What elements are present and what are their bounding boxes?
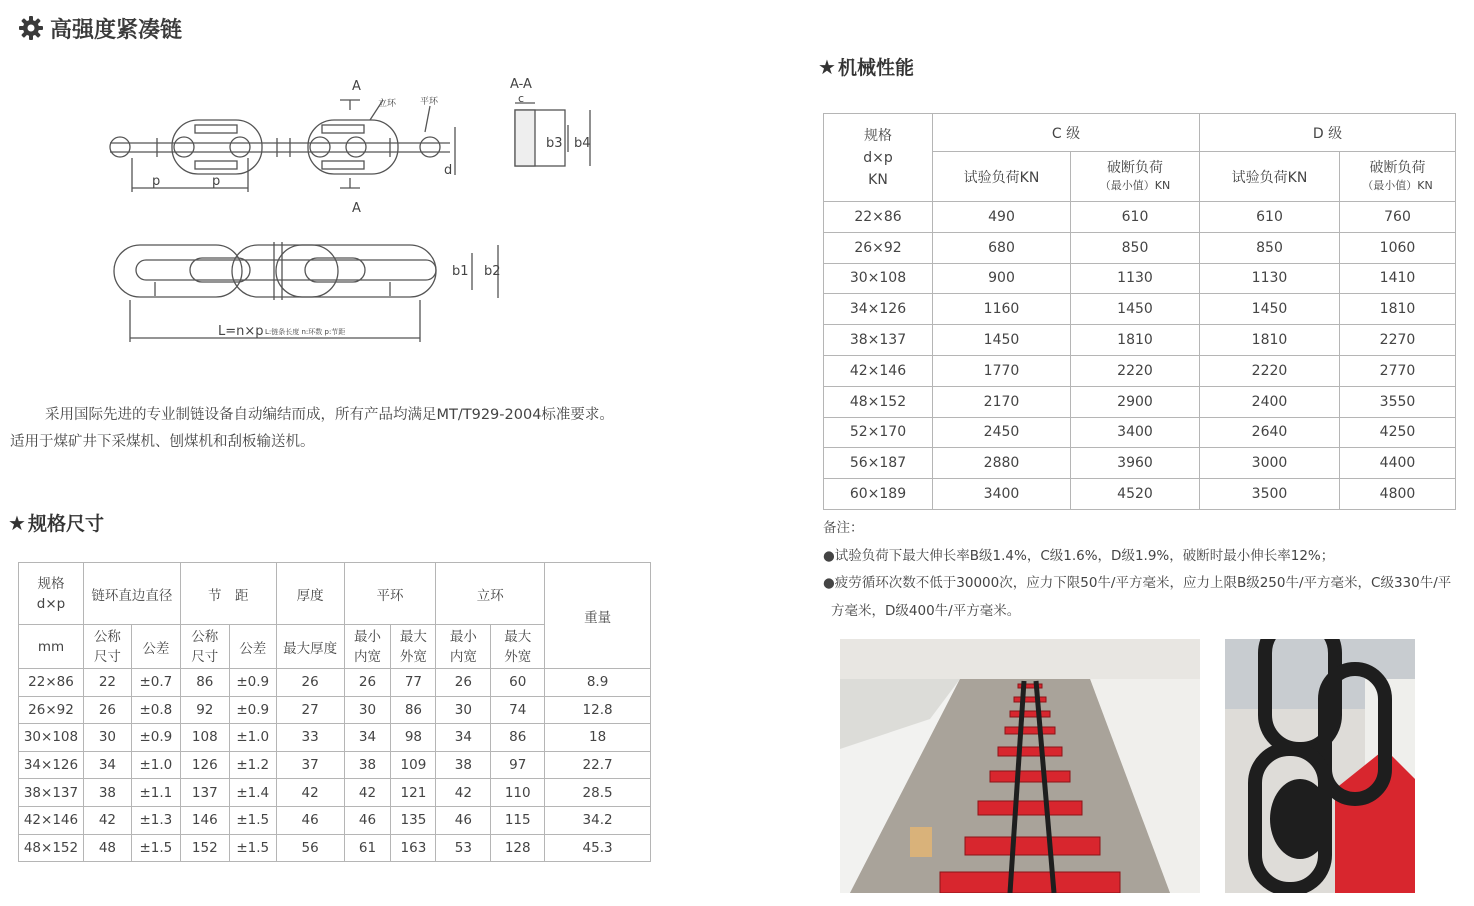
- drawing-label-c: c: [518, 92, 525, 105]
- spec-table-cell: 26: [344, 669, 391, 697]
- mech-table-cell: 1130: [1071, 263, 1200, 294]
- mech-table-cell: 2450: [933, 417, 1071, 448]
- drawing-label-b2: b2: [484, 264, 501, 279]
- spec-table-cell: 30: [83, 724, 131, 752]
- mech-table-cell: 1810: [1071, 325, 1200, 356]
- spec-table-row: [19, 724, 651, 752]
- spec-header-flat-link: 平环: [344, 563, 436, 625]
- spec-table-cell: ±0.9: [131, 724, 180, 752]
- spec-table-cell: 30: [436, 696, 491, 724]
- mech-table-cell: 850: [1071, 232, 1200, 263]
- mech-table-cell: 3550: [1340, 386, 1456, 417]
- mech-header-test-load: 试验负荷KN: [1200, 152, 1340, 202]
- chain-closeup-photo: [1225, 639, 1415, 893]
- star-icon: ★: [8, 510, 26, 535]
- spec-table-cell: 38: [83, 779, 131, 807]
- mech-table-cell: 3400: [933, 479, 1071, 510]
- spec-table-cell: 53: [436, 834, 491, 862]
- spec-table-cell: 38×137: [19, 779, 84, 807]
- spec-table-cell: 46: [436, 806, 491, 834]
- spec-table-cell: ±1.0: [229, 724, 276, 752]
- mech-table-cell: 1770: [933, 355, 1071, 386]
- mech-table-row: [824, 325, 1456, 356]
- mech-table-cell: 2170: [933, 386, 1071, 417]
- mech-header-grade-c: C 级: [933, 114, 1200, 152]
- spec-table-cell: 60: [491, 669, 545, 697]
- mech-table-cell: 48×152: [824, 386, 933, 417]
- mech-table-cell: 52×170: [824, 417, 933, 448]
- mech-table-row: [824, 294, 1456, 325]
- spec-table-cell: 77: [391, 669, 436, 697]
- spec-table-cell: 48: [83, 834, 131, 862]
- mech-table-cell: 3500: [1200, 479, 1340, 510]
- mech-table-cell: 2900: [1071, 386, 1200, 417]
- spec-table-cell: 22: [83, 669, 131, 697]
- spec-section-title: [8, 509, 104, 536]
- drawing-label-a-top: A: [352, 79, 361, 94]
- mech-table-row: [824, 263, 1456, 294]
- mech-table-cell: 1130: [1200, 263, 1340, 294]
- spec-header-thickness: 厚度: [276, 563, 344, 625]
- mech-table-cell: 3400: [1071, 417, 1200, 448]
- mech-table-cell: 34×126: [824, 294, 933, 325]
- spec-table-cell: 98: [391, 724, 436, 752]
- spec-table-cell: 121: [391, 779, 436, 807]
- mech-table-cell: 680: [933, 232, 1071, 263]
- mech-table-cell: 610: [1200, 202, 1340, 233]
- spec-table-cell: 26: [436, 669, 491, 697]
- spec-table-cell: 135: [391, 806, 436, 834]
- spec-table-cell: 74: [491, 696, 545, 724]
- mech-header-grade-d: D 级: [1200, 114, 1456, 152]
- mech-section-title: [818, 53, 914, 80]
- notes: [823, 515, 1463, 625]
- spec-header-min-inner: 最小 内宽: [436, 625, 491, 669]
- spec-header-max-outer: 最大 外宽: [491, 625, 545, 669]
- mech-table-row: [824, 232, 1456, 263]
- spec-table-cell: 26: [83, 696, 131, 724]
- mech-table-cell: 26×92: [824, 232, 933, 263]
- spec-header-nominal: 公称 尺寸: [83, 625, 131, 669]
- spec-table-cell: 33: [276, 724, 344, 752]
- spec-table-cell: 115: [491, 806, 545, 834]
- spec-table-cell: 34.2: [545, 806, 651, 834]
- spec-table-cell: 45.3: [545, 834, 651, 862]
- spec-table-cell: 34: [83, 751, 131, 779]
- mech-table-cell: 1450: [1200, 294, 1340, 325]
- spec-table-cell: 34: [436, 724, 491, 752]
- spec-table-cell: 46: [276, 806, 344, 834]
- mech-table-cell: 2270: [1340, 325, 1456, 356]
- mech-table-row: [824, 355, 1456, 386]
- spec-table-cell: 137: [180, 779, 229, 807]
- mech-table-cell: 1060: [1340, 232, 1456, 263]
- mech-table-cell: 900: [933, 263, 1071, 294]
- spec-header-mm: mm: [19, 625, 84, 669]
- spec-header-max-thickness: 最大厚度: [276, 625, 344, 669]
- mech-table-cell: 4250: [1340, 417, 1456, 448]
- spec-table: [18, 562, 651, 862]
- note-fatigue-cont: 方毫米，D级400牛/平方毫米。: [831, 602, 1021, 619]
- spec-table-cell: 86: [391, 696, 436, 724]
- spec-table-cell: 163: [391, 834, 436, 862]
- spec-table-cell: 28.5: [545, 779, 651, 807]
- mech-table-cell: 4520: [1071, 479, 1200, 510]
- spec-header-cell: 规格 d×p: [19, 563, 84, 625]
- spec-table-cell: 109: [391, 751, 436, 779]
- spec-table-cell: 42: [276, 779, 344, 807]
- spec-table-row: [19, 696, 651, 724]
- spec-table-row: [19, 806, 651, 834]
- spec-table-cell: ±1.5: [229, 834, 276, 862]
- mech-table-cell: 4400: [1340, 448, 1456, 479]
- spec-table-cell: 18: [545, 724, 651, 752]
- mech-table-cell: 2770: [1340, 355, 1456, 386]
- mech-header-test-load: 试验负荷KN: [933, 152, 1071, 202]
- spec-table-cell: ±0.9: [229, 696, 276, 724]
- mech-header-break-load: 破断负荷 （最小值）KN: [1340, 152, 1456, 202]
- spec-table-cell: ±1.5: [131, 834, 180, 862]
- mech-table-cell: 42×146: [824, 355, 933, 386]
- page-title-text: 高强度紧凑链: [50, 17, 183, 43]
- description-line-1: 采用国际先进的专业制链设备自动编结而成，所有产品均满足MT/T929-2004标准要求。: [45, 407, 614, 423]
- spec-table-cell: ±0.9: [229, 669, 276, 697]
- mech-table-cell: 2220: [1071, 355, 1200, 386]
- product-description: [10, 402, 710, 456]
- chain-technical-drawing: [100, 70, 620, 360]
- drawing-label-length: L=n×p: [218, 324, 264, 339]
- drawing-label-aa: A-A: [510, 77, 532, 92]
- conveyor-chain-photo: [840, 639, 1200, 893]
- spec-table-row: [19, 834, 651, 862]
- spec-table-cell: 30×108: [19, 724, 84, 752]
- mech-table-row: [824, 386, 1456, 417]
- spec-table-cell: ±0.7: [131, 669, 180, 697]
- spec-table-cell: 146: [180, 806, 229, 834]
- spec-table-row: [19, 669, 651, 697]
- mech-table-cell: 30×108: [824, 263, 933, 294]
- spec-table-cell: ±1.0: [131, 751, 180, 779]
- spec-table-cell: 86: [491, 724, 545, 752]
- mech-table-row: [824, 479, 1456, 510]
- spec-table-cell: ±1.5: [229, 806, 276, 834]
- mech-table-cell: 760: [1340, 202, 1456, 233]
- mech-header-spec: 规格 d×p KN: [824, 114, 933, 202]
- spec-table-cell: 46: [344, 806, 391, 834]
- spec-table-cell: 42: [83, 806, 131, 834]
- drawing-label-b1: b1: [452, 264, 469, 279]
- spec-table-cell: 152: [180, 834, 229, 862]
- mech-table-row: [824, 202, 1456, 233]
- spec-table-row: [19, 751, 651, 779]
- drawing-label-b4: b4: [574, 136, 591, 151]
- drawing-label-a-bottom: A: [352, 201, 361, 216]
- drawing-label-p2: p: [212, 174, 221, 189]
- spec-header-tolerance: 公差: [229, 625, 276, 669]
- spec-table-cell: ±1.4: [229, 779, 276, 807]
- spec-table-cell: 48×152: [19, 834, 84, 862]
- spec-table-cell: 42: [436, 779, 491, 807]
- spec-table-cell: 61: [344, 834, 391, 862]
- drawing-label-p1: p: [152, 174, 161, 189]
- spec-section-title-text: 规格尺寸: [27, 513, 104, 535]
- mech-table-cell: 1810: [1340, 294, 1456, 325]
- mech-section-title-text: 机械性能: [837, 57, 914, 79]
- spec-table-cell: 110: [491, 779, 545, 807]
- spec-header-max-outer: 最大 外宽: [391, 625, 436, 669]
- spec-header-min-inner: 最小 内宽: [344, 625, 391, 669]
- note-elongation: ●试验负荷下最大伸长率B级1.4%，C级1.6%，D级1.9%，破断时最小伸长率12%；: [823, 547, 1335, 564]
- mech-table-cell: 1450: [1071, 294, 1200, 325]
- star-icon: ★: [818, 54, 836, 79]
- spec-table-cell: 128: [491, 834, 545, 862]
- spec-table-row: [19, 779, 651, 807]
- mech-table-cell: 2880: [933, 448, 1071, 479]
- mech-table-cell: 490: [933, 202, 1071, 233]
- spec-header-nominal: 公称 尺寸: [180, 625, 229, 669]
- spec-table-cell: ±0.8: [131, 696, 180, 724]
- mech-table-cell: 850: [1200, 232, 1340, 263]
- mech-table-cell: 2400: [1200, 386, 1340, 417]
- spec-table-cell: 12.8: [545, 696, 651, 724]
- spec-table-cell: ±1.3: [131, 806, 180, 834]
- mech-table-cell: 1410: [1340, 263, 1456, 294]
- spec-table-cell: ±1.1: [131, 779, 180, 807]
- mech-table-cell: 60×189: [824, 479, 933, 510]
- drawing-label-b3: b3: [546, 136, 563, 151]
- spec-table-cell: 38: [344, 751, 391, 779]
- mech-table-cell: 38×137: [824, 325, 933, 356]
- spec-table-cell: 92: [180, 696, 229, 724]
- spec-table-cell: 34×126: [19, 751, 84, 779]
- notes-label: 备注：: [823, 520, 864, 536]
- page-title: [18, 12, 182, 44]
- spec-table-cell: 26×92: [19, 696, 84, 724]
- spec-table-cell: 37: [276, 751, 344, 779]
- spec-table-cell: 8.9: [545, 669, 651, 697]
- spec-header-vertical-link: 立环: [436, 563, 545, 625]
- drawing-label-legend: L:链条长度 n:环数 p:节距: [265, 328, 346, 336]
- spec-table-cell: 42: [344, 779, 391, 807]
- spec-header-weight: 重量: [545, 563, 651, 669]
- spec-header-tolerance: 公差: [131, 625, 180, 669]
- spec-table-cell: 27: [276, 696, 344, 724]
- mech-table-cell: 1450: [933, 325, 1071, 356]
- mechanical-table: [823, 113, 1456, 510]
- spec-table-cell: 26: [276, 669, 344, 697]
- spec-table-cell: 22×86: [19, 669, 84, 697]
- drawing-label-flat-link: 平环: [420, 97, 439, 107]
- spec-table-cell: ±1.2: [229, 751, 276, 779]
- mech-table-cell: 3000: [1200, 448, 1340, 479]
- mech-header-break-load: 破断负荷 （最小值）KN: [1071, 152, 1200, 202]
- mech-table-cell: 56×187: [824, 448, 933, 479]
- spec-table-cell: 97: [491, 751, 545, 779]
- spec-table-cell: 126: [180, 751, 229, 779]
- spec-header-diameter: 链环直边直径: [83, 563, 180, 625]
- mech-table-cell: 4800: [1340, 479, 1456, 510]
- spec-table-cell: 42×146: [19, 806, 84, 834]
- note-fatigue: ●疲劳循环次数不低于30000次，应力下限50牛/平方毫米，应力上限B级250牛/平方毫米，C级330牛/平: [823, 575, 1452, 591]
- spec-table-cell: 22.7: [545, 751, 651, 779]
- gear-icon: [18, 15, 44, 41]
- spec-table-cell: 38: [436, 751, 491, 779]
- drawing-label-d: d: [444, 163, 453, 178]
- spec-header-pitch: 节 距: [180, 563, 276, 625]
- spec-table-cell: 30: [344, 696, 391, 724]
- mech-table-cell: 1160: [933, 294, 1071, 325]
- spec-table-cell: 34: [344, 724, 391, 752]
- mech-table-row: [824, 417, 1456, 448]
- spec-table-cell: 108: [180, 724, 229, 752]
- mech-table-cell: 610: [1071, 202, 1200, 233]
- mech-table-cell: 2640: [1200, 417, 1340, 448]
- spec-table-cell: 86: [180, 669, 229, 697]
- drawing-label-vertical-link: 立环: [378, 99, 397, 109]
- mech-table-cell: 3960: [1071, 448, 1200, 479]
- mech-table-cell: 1810: [1200, 325, 1340, 356]
- mech-table-cell: 2220: [1200, 355, 1340, 386]
- mech-table-row: [824, 448, 1456, 479]
- mech-table-cell: 22×86: [824, 202, 933, 233]
- spec-table-cell: 56: [276, 834, 344, 862]
- description-line-2: 适用于煤矿井下采煤机、刨煤机和刮板输送机。: [10, 434, 315, 450]
